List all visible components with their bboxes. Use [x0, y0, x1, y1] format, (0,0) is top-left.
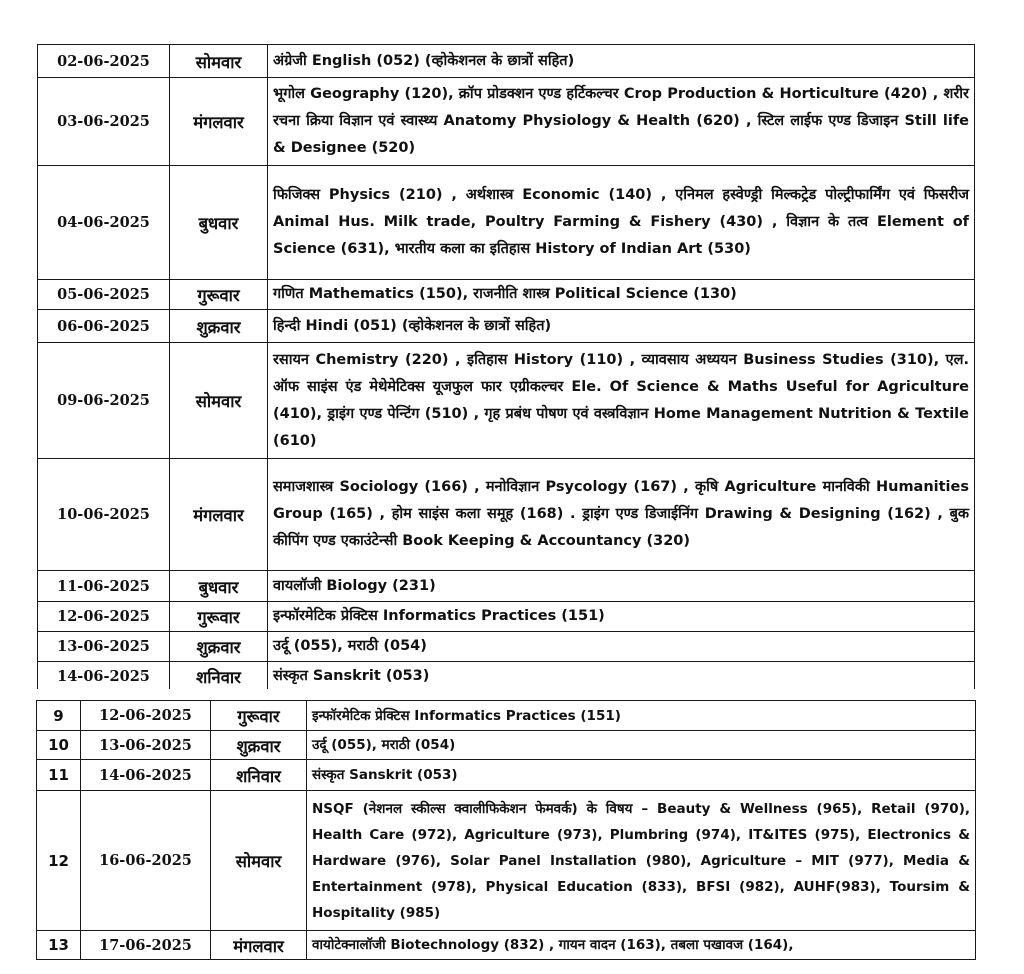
- exam-date: 03-06-2025: [38, 78, 170, 166]
- exam-subjects: भूगोल Geography (120), क्रॉप प्रोडक्शन एण्ड हर्टिकल्चर Crop Production & Horticulture (420) , शरीर रचना क्रिया विज्ञान एवं स्वास्थ्य Anatomy Physiology & Health (620) , स्टिल लाईफ एण्ड डिजाइन Still life & Designee (520): [268, 78, 975, 166]
- table-row: [38, 343, 975, 459]
- table-row: [38, 662, 975, 692]
- serial-number: 12: [37, 791, 81, 931]
- exam-subjects: रसायन Chemistry (220) , इतिहास History (110) , व्यावसाय अध्ययन Business Studies (310), एल. ऑफ साइंस एंड मेथेमेटिक्स यूजफुल फार एग्रीकल्चर Ele. Of Science & Maths Useful for Agriculture (410), ड्राइंग एण्ड पेन्टिंग (510) , गृह प्रबंध पोषण एवं वस्त्रविज्ञान Home Management Nutrition & Textile (610): [268, 343, 975, 459]
- exam-date: 12-06-2025: [81, 701, 211, 731]
- exam-day: शुक्रवार: [170, 632, 268, 662]
- serial-number: 10: [37, 731, 81, 760]
- exam-schedule-table-bottom: [36, 700, 976, 960]
- exam-subjects: संस्कृत Sanskrit (053): [268, 662, 975, 692]
- table-row: [37, 731, 976, 760]
- exam-date: 14-06-2025: [38, 662, 170, 692]
- exam-subjects: उर्दू (055), मराठी (054): [307, 731, 976, 760]
- table-row: [37, 791, 976, 931]
- exam-date: 13-06-2025: [81, 731, 211, 760]
- table-row: [38, 166, 975, 280]
- exam-day: मंगलवार: [170, 78, 268, 166]
- table-row: [38, 280, 975, 310]
- serial-number: 13: [37, 931, 81, 960]
- table-row: [37, 701, 976, 731]
- exam-day: गुरूवार: [211, 701, 307, 731]
- exam-subjects: हिन्दी Hindi (051) (व्होकेशनल के छात्रों सहित): [268, 310, 975, 343]
- exam-day: शनिवार: [211, 760, 307, 791]
- exam-day: शुक्रवार: [170, 310, 268, 343]
- table-row: [38, 571, 975, 602]
- exam-date: 16-06-2025: [81, 791, 211, 931]
- exam-subjects: संस्कृत Sanskrit (053): [307, 760, 976, 791]
- table-row: [38, 310, 975, 343]
- exam-date: 11-06-2025: [38, 571, 170, 602]
- table-row: [38, 45, 975, 78]
- exam-day: गुरूवार: [170, 602, 268, 632]
- table-row: [37, 931, 976, 960]
- serial-number: 11: [37, 760, 81, 791]
- exam-day: सोमवार: [211, 791, 307, 931]
- exam-subjects: वायलॉजी Biology (231): [268, 571, 975, 602]
- exam-day: मंगलवार: [211, 931, 307, 960]
- exam-day: शनिवार: [170, 662, 268, 692]
- exam-day: गुरूवार: [170, 280, 268, 310]
- exam-subjects: वायोटेक्नालॉजी Biotechnology (832) , गायन वादन (163), तबला पखावज (164),: [307, 931, 976, 960]
- exam-subjects: इन्फॉरमेटिक प्रेक्टिस Informatics Practices (151): [268, 602, 975, 632]
- exam-subjects: NSQF (नेशनल स्कील्स क्वालीफिकेशन फेमवर्क) के विषय – Beauty & Wellness (965), Retail (970), Health Care (972), Agriculture (973), Plumbring (974), IT&ITES (975), Electronics & Hardware (976), Solar Panel Installation (980), Agriculture – MIT (977), Media & Entertainment (978), Physical Education (833), BFSI (982), AUHF(983), Toursim & Hospitality (985): [307, 791, 976, 931]
- exam-date: 09-06-2025: [38, 343, 170, 459]
- exam-date: 02-06-2025: [38, 45, 170, 78]
- table-row: [38, 78, 975, 166]
- table-row: [38, 632, 975, 662]
- exam-subjects: अंग्रेजी English (052) (व्होकेशनल के छात्रों सहित): [268, 45, 975, 78]
- exam-day: बुधवार: [170, 166, 268, 280]
- exam-day: मंगलवार: [170, 459, 268, 571]
- exam-date: 06-06-2025: [38, 310, 170, 343]
- exam-subjects: समाजशास्त्र Sociology (166) , मनोविज्ञान Psycology (167) , कृषि Agriculture मानविकी Humanities Group (165) , होम साइंस कला समूह (168) . ड्राइंग एण्ड डिजाईनिंग Drawing & Designing (162) , बुक कीपिंग एण्ड एकाउंटेन्सी Book Keeping & Accountancy (320): [268, 459, 975, 571]
- page-gap: [0, 689, 1024, 700]
- exam-date: 10-06-2025: [38, 459, 170, 571]
- exam-date: 12-06-2025: [38, 602, 170, 632]
- exam-schedule-table-top: [37, 44, 975, 691]
- exam-subjects: इन्फॉरमेटिक प्रेक्टिस Informatics Practices (151): [307, 701, 976, 731]
- exam-date: 05-06-2025: [38, 280, 170, 310]
- exam-date: 13-06-2025: [38, 632, 170, 662]
- table-row: [38, 602, 975, 632]
- exam-day: सोमवार: [170, 45, 268, 78]
- exam-date: 14-06-2025: [81, 760, 211, 791]
- exam-subjects: फिजिक्स Physics (210) , अर्थशास्त्र Economic (140) , एनिमल हस्वेण्ड्री मिल्कट्रेड पोल्ट्रीफार्मिंग एवं फिसरीज Animal Hus. Milk trade, Poultry Farming & Fishery (430) , विज्ञान के तत्व Element of Science (631), भारतीय कला का इतिहास History of Indian Art (530): [268, 166, 975, 280]
- exam-subjects: गणित Mathematics (150), राजनीति शास्त्र Political Science (130): [268, 280, 975, 310]
- exam-day: बुधवार: [170, 571, 268, 602]
- exam-day: सोमवार: [170, 343, 268, 459]
- exam-date: 04-06-2025: [38, 166, 170, 280]
- exam-subjects: उर्दू (055), मराठी (054): [268, 632, 975, 662]
- table-row: [38, 459, 975, 571]
- exam-day: शुक्रवार: [211, 731, 307, 760]
- serial-number: 9: [37, 701, 81, 731]
- table-row: [37, 760, 976, 791]
- exam-date: 17-06-2025: [81, 931, 211, 960]
